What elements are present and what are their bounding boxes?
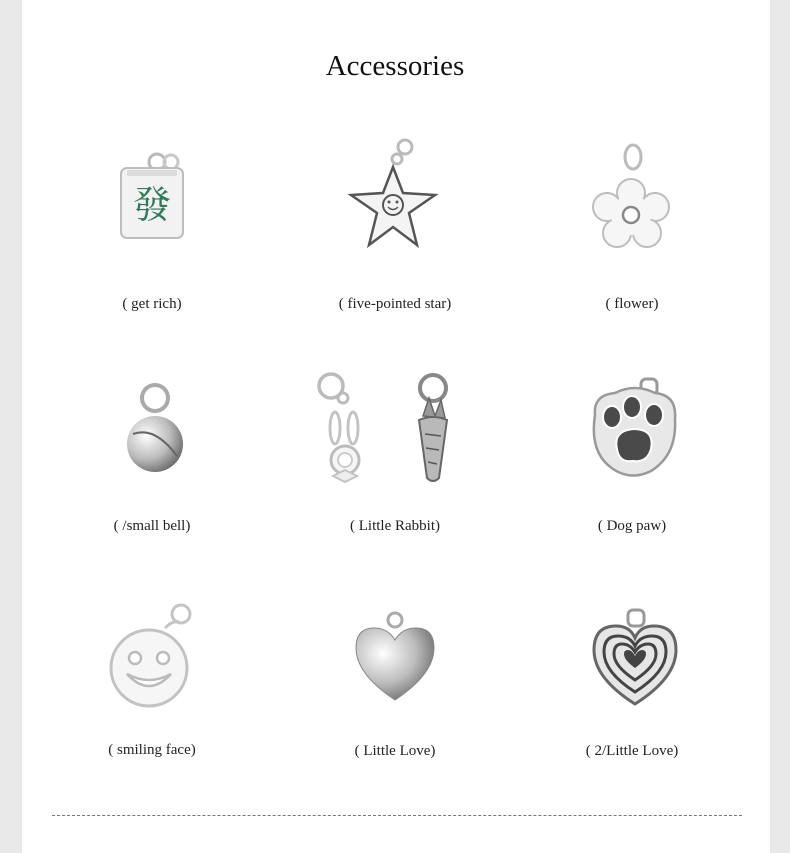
caption-five-pointed-star: ( five-pointed star) <box>338 296 452 312</box>
charm-little-rabbit[interactable] <box>305 368 465 493</box>
caption-little-love-2: ( 2/Little Love) <box>585 743 679 759</box>
charm-get-rich[interactable] <box>105 140 205 250</box>
charm-dog-paw[interactable] <box>585 375 685 480</box>
rabbit-carrot-icon <box>305 368 465 493</box>
charm-five-pointed-star[interactable] <box>345 135 445 255</box>
striped-heart-icon <box>590 608 680 708</box>
mahjong-fa-tile-icon <box>105 140 205 250</box>
caption-little-rabbit: ( Little Rabbit) <box>350 518 440 534</box>
caption-little-love: ( Little Love) <box>354 743 436 759</box>
page-title: Accessories <box>325 50 465 82</box>
svg-text:發: 發 <box>132 183 172 227</box>
charm-flower[interactable] <box>585 135 685 255</box>
caption-dog-paw: ( Dog paw) <box>597 518 667 534</box>
charm-smiling-face[interactable] <box>105 602 205 710</box>
caption-small-bell: ( /small bell) <box>113 518 191 534</box>
smiley-face-icon <box>105 602 205 710</box>
bell-icon <box>115 378 195 478</box>
star-smile-icon <box>345 135 445 255</box>
heart-icon <box>350 608 440 708</box>
charm-little-love[interactable] <box>350 608 440 708</box>
caption-smiling-face: ( smiling face) <box>108 742 196 758</box>
charm-small-bell[interactable] <box>115 378 195 478</box>
dashed-divider <box>52 815 742 816</box>
charm-little-love-2[interactable] <box>590 608 680 708</box>
flower-icon <box>585 135 685 255</box>
caption-flower: ( flower) <box>605 296 659 312</box>
caption-get-rich: ( get rich) <box>122 296 182 312</box>
dog-paw-icon <box>585 375 685 480</box>
